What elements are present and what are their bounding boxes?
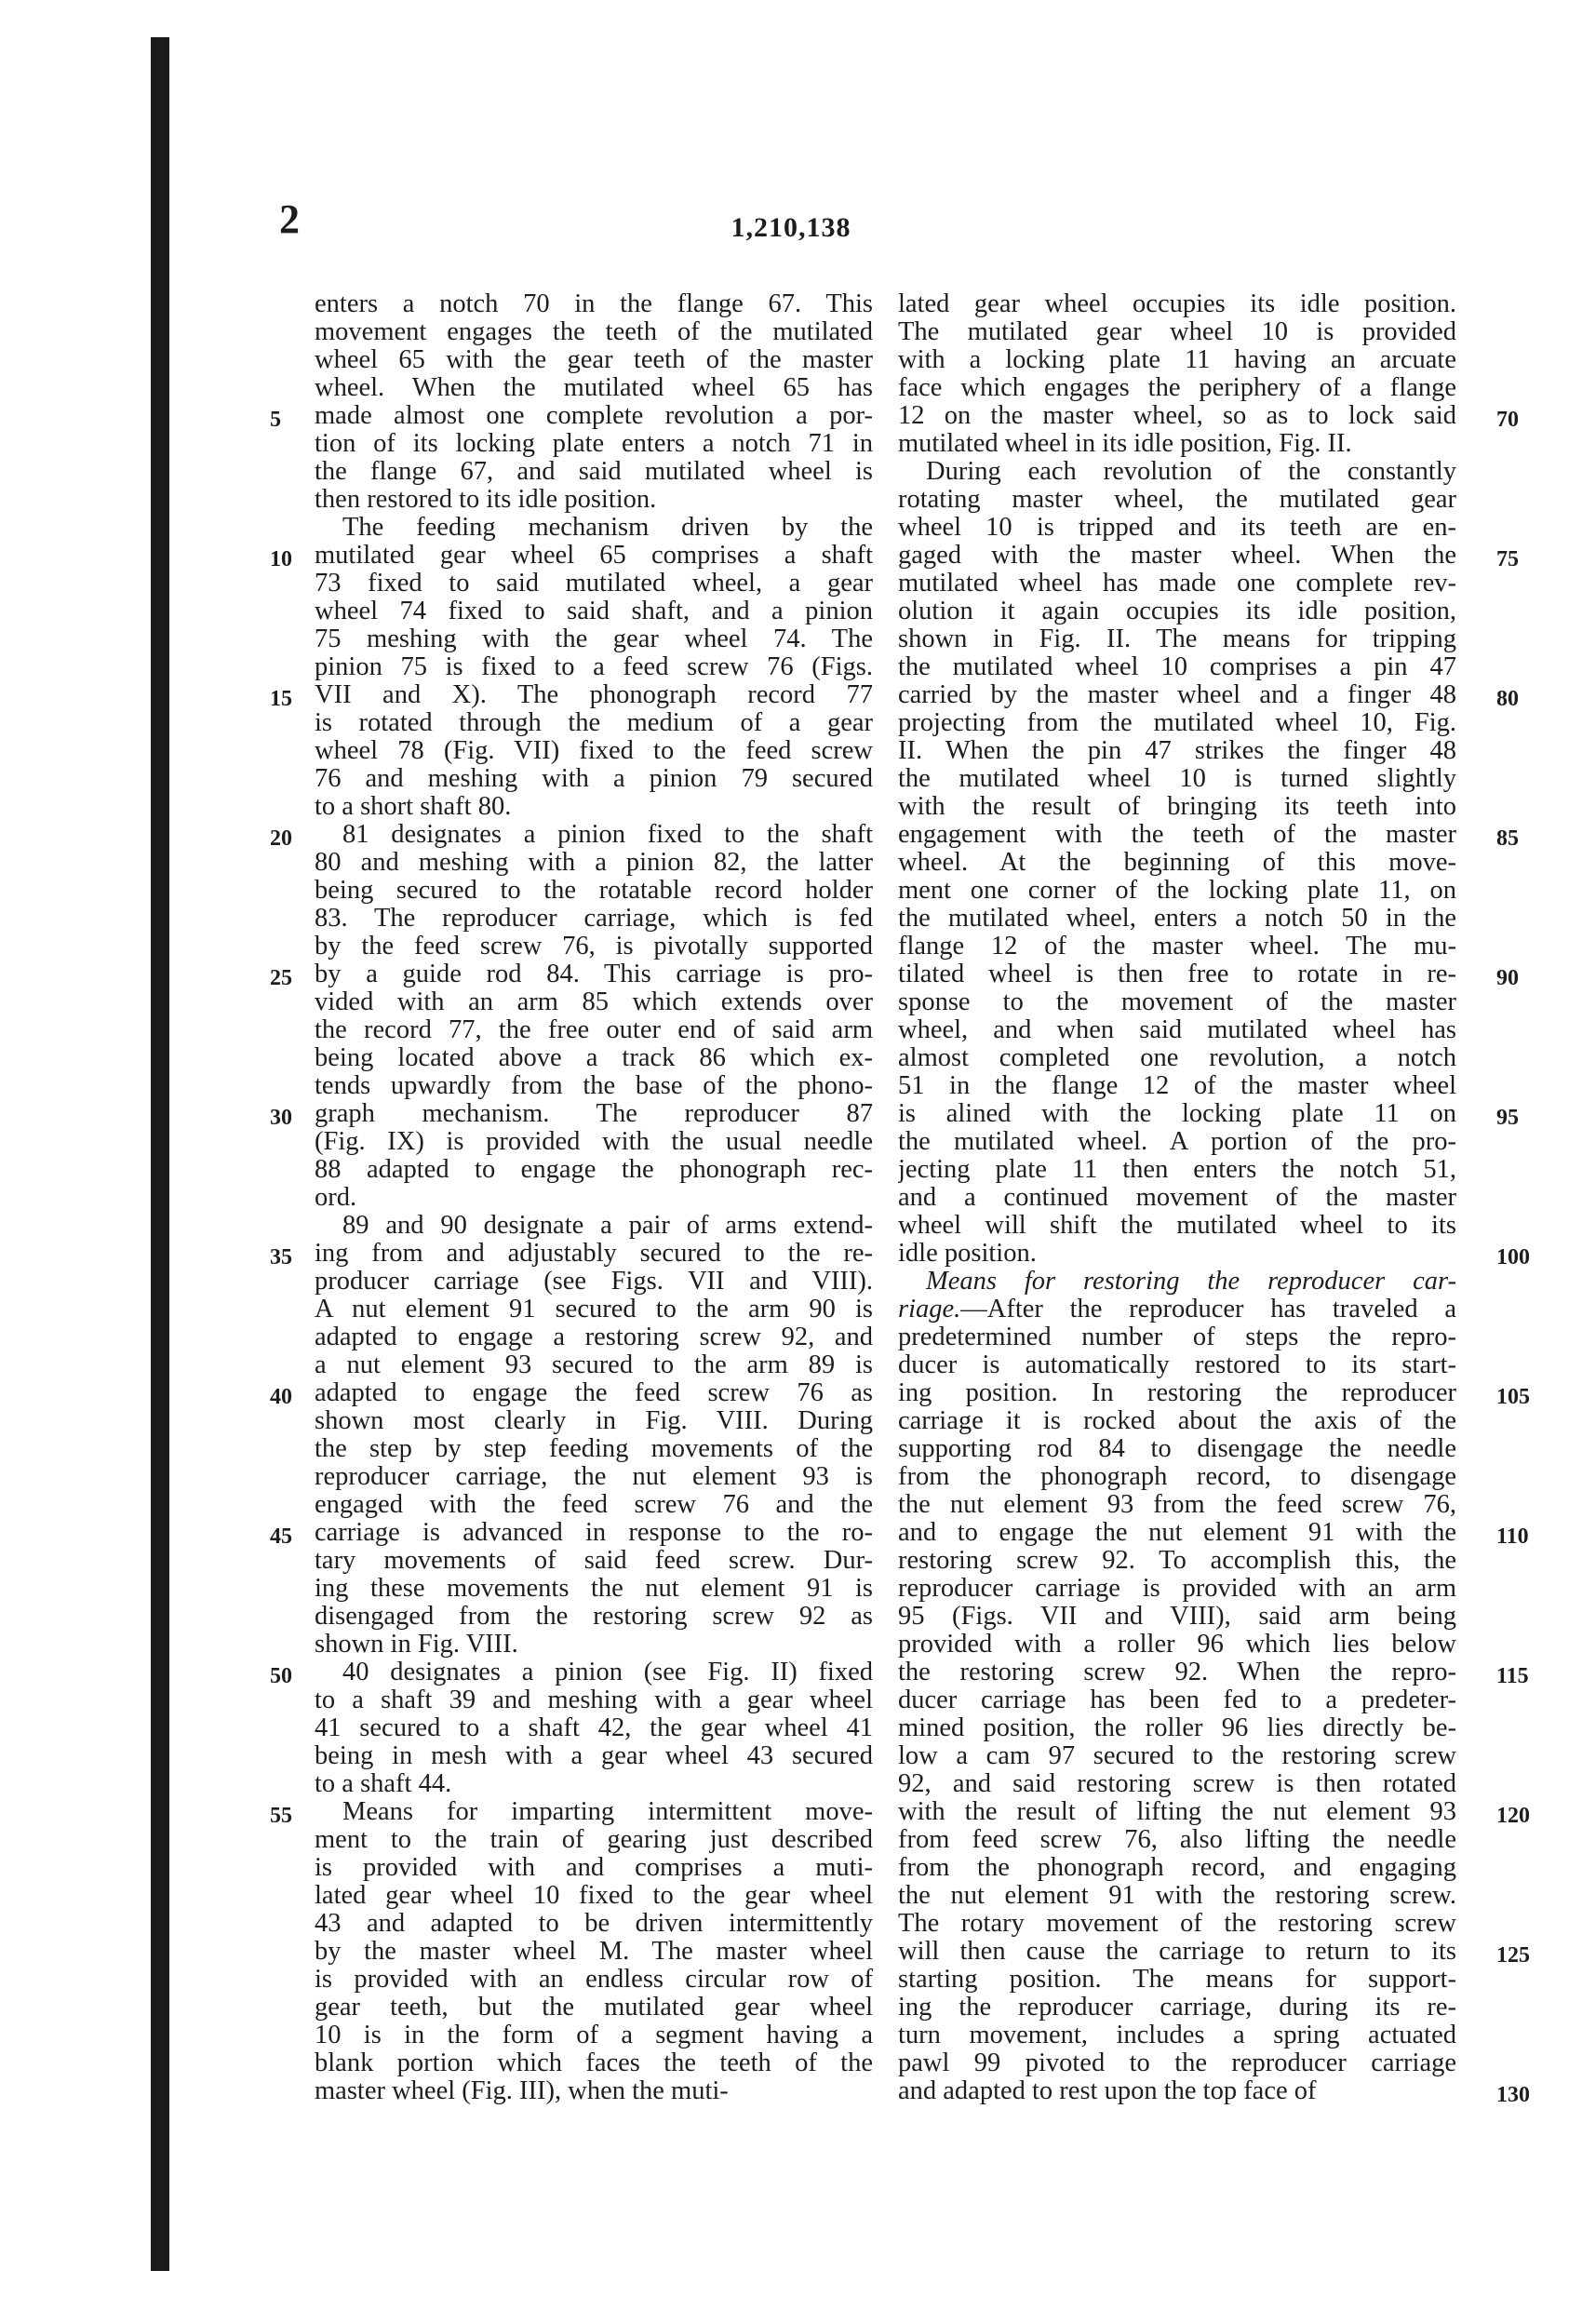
text-line: flange 12 of the master wheel. The mu- [898,933,1456,960]
text-line: The rotary movement of the restoring screw [898,1910,1456,1938]
text-line: 10 is in the form of a segment having a [315,2022,873,2049]
text-line: a nut element 93 secured to the arm 89 is [315,1351,873,1379]
text-line: supporting rod 84 to disengage the needle [898,1435,1456,1463]
text-line: ing from and adjustably secured to the re- [315,1240,873,1268]
text-line: by a guide rod 84. This carriage is pro- [315,960,873,988]
text-line: wheel, and when said mutilated wheel has [898,1016,1456,1044]
text-line: The feeding mechanism driven by the [342,514,873,542]
text-line: 95 (Figs. VII and VIII), said arm being [898,1603,1456,1631]
text-line: shown in Fig. VIII. [315,1631,518,1659]
text-line: wheel. At the beginning of this move- [898,849,1456,877]
margin-line-number: 110 [1496,1525,1529,1549]
text-line: 73 fixed to said mutilated wheel, a gear [315,570,873,598]
text-line: being located above a track 86 which ex- [315,1044,873,1072]
text-line: 81 designates a pinion fixed to the shaft [342,821,873,849]
italic-heading: riage. [898,1296,961,1323]
margin-line-number: 55 [270,1804,292,1828]
text-line: with the result of lifting the nut element 93 [898,1798,1456,1826]
text-line: the mutilated wheel, enters a notch 50 in the [898,905,1456,933]
text-line: the mutilated wheel. A portion of the pro- [898,1128,1456,1156]
text-line: reproducer carriage, the nut element 93 is [315,1463,873,1491]
text-line: provided with a roller 96 which lies below [898,1631,1456,1659]
text-line: shown in Fig. II. The means for tripping [898,625,1456,653]
text-line: 43 and adapted to be driven intermittently [315,1910,873,1938]
text-line: wheel 65 with the gear teeth of the master [315,346,873,374]
margin-line-number: 15 [270,687,292,711]
text-line: producer carriage (see Figs. VII and VIII). [315,1268,873,1296]
margin-line-number: 95 [1496,1106,1519,1130]
text-line: shown most clearly in Fig. VIII. During [315,1407,873,1435]
text-line: reproducer carriage is provided with an arm [898,1575,1456,1603]
text-line: with the result of bringing its teeth into [898,793,1456,821]
text-line: ducer carriage has been fed to a predeter- [898,1686,1456,1714]
text-line: to a short shaft 80. [315,793,512,821]
text-line: rotating master wheel, the mutilated gear [898,486,1456,514]
italic-heading: Means for restoring the reproducer car- [926,1268,1456,1296]
text-line: made almost one complete revolution a por- [315,402,873,430]
text-line: the mutilated wheel 10 is turned slightly [898,765,1456,793]
margin-line-number: 115 [1496,1664,1529,1688]
margin-line-number: 100 [1496,1245,1530,1269]
text-line: adapted to engage the feed screw 76 as [315,1379,873,1407]
text-line: mutilated wheel in its idle position, Fig. II. [898,430,1352,458]
margin-line-number: 25 [270,966,292,990]
text-line: carriage it is rocked about the axis of the [898,1407,1456,1435]
text-line: ducer is automatically restored to its start- [898,1351,1456,1379]
text-line: wheel 10 is tripped and its teeth are en- [898,514,1456,542]
margin-line-number: 30 [270,1106,292,1130]
margin-line-number: 125 [1496,1943,1530,1968]
text-line: predetermined number of steps the repro- [898,1323,1456,1351]
text-line: lated gear wheel 10 fixed to the gear wheel [315,1882,873,1910]
margin-line-number: 80 [1496,687,1519,711]
text-line: wheel. When the mutilated wheel 65 has [315,374,873,402]
text-line: 83. The reproducer carriage, which is fed [315,905,873,933]
text-line: and to engage the nut element 91 with the [898,1519,1456,1547]
text-line: will then cause the carriage to return to its [898,1938,1456,1966]
text-line: gaged with the master wheel. When the [898,542,1456,570]
text-line: carried by the master wheel and a finger 48 [898,681,1456,709]
text-line: with a locking plate 11 having an arcuate [898,346,1456,374]
text-line: low a cam 97 secured to the restoring screw [898,1742,1456,1770]
text-line: is provided with an endless circular row of [315,1966,873,1994]
text-line: The mutilated gear wheel 10 is provided [898,318,1456,346]
text-line: the nut element 93 from the feed screw 76, [898,1491,1456,1519]
text-line: master wheel (Fig. III), when the muti- [315,2077,729,2105]
text-line: to a shaft 44. [315,1770,452,1798]
text-line: olution it again occupies its idle position, [898,598,1456,625]
text-line: projecting from the mutilated wheel 10, Fig. [898,709,1456,737]
text-line: being in mesh with a gear wheel 43 secured [315,1742,873,1770]
text-line: tilated wheel is then free to rotate in re- [898,960,1456,988]
text-line: the record 77, the free outer end of said arm [315,1016,873,1044]
text-line: riage.—After the reproducer has traveled a [898,1296,1456,1323]
text-line [898,1268,1456,1296]
text-line: (Fig. IX) is provided with the usual needle [315,1128,873,1156]
text-line: is rotated through the medium of a gear [315,709,873,737]
text-line: from the phonograph record, to disengage [898,1463,1456,1491]
margin-line-number: 5 [270,408,281,432]
text-line: mined position, the roller 96 lies directly be- [898,1714,1456,1742]
margin-line-number: 40 [270,1385,292,1409]
margin-line-number: 90 [1496,966,1519,990]
text-line: ing the reproducer carriage, during its re- [898,1994,1456,2022]
text-line: enters a notch 70 in the flange 67. This [315,290,873,318]
margin-line-number: 75 [1496,547,1519,571]
text-line: carriage is advanced in response to the ro- [315,1519,873,1547]
text-line: ing these movements the nut element 91 is [315,1575,873,1603]
text-line: pawl 99 pivoted to the reproducer carriage [898,2049,1456,2077]
text-line: starting position. The means for support- [898,1966,1456,1994]
text-line: A nut element 91 secured to the arm 90 is [315,1296,873,1323]
text-line: the nut element 91 with the restoring screw. [898,1882,1456,1910]
text-line: from feed screw 76, also lifting the needle [898,1826,1456,1854]
text-line: 12 on the master wheel, so as to lock said [898,402,1456,430]
text-line: ing position. In restoring the reproducer [898,1379,1456,1407]
text-line: gear teeth, but the mutilated gear wheel [315,1994,873,2022]
text-line: movement engages the teeth of the mutilated [315,318,873,346]
margin-line-number: 35 [270,1245,292,1269]
left-text-column [315,290,873,2105]
text-line: then restored to its idle position. [315,486,657,514]
text-line: During each revolution of the constantly [926,458,1456,486]
text-line: sponse to the movement of the master [898,988,1456,1016]
text-line: wheel will shift the mutilated wheel to its [898,1212,1456,1240]
text-line: blank portion which faces the teeth of the [315,2049,873,2077]
text-line: and a continued movement of the master [898,1184,1456,1212]
text-line: adapted to engage a restoring screw 92, and [315,1323,873,1351]
text-line: wheel 74 fixed to said shaft, and a pinion [315,598,873,625]
margin-line-number: 105 [1496,1385,1530,1409]
text-line: turn movement, includes a spring actuated [898,2022,1456,2049]
text-line: mutilated gear wheel 65 comprises a shaft [315,542,873,570]
text-line: 80 and meshing with a pinion 82, the latter [315,849,873,877]
text-line: vided with an arm 85 which extends over [315,988,873,1016]
margin-line-number: 45 [270,1525,292,1549]
text-line: the step by step feeding movements of the [315,1435,873,1463]
text-line: 92, and said restoring screw is then rotated [898,1770,1456,1798]
text-line: lated gear wheel occupies its idle position. [898,290,1456,318]
text-line: by the master wheel M. The master wheel [315,1938,873,1966]
text-line: ord. [315,1184,357,1212]
text-line: being secured to the rotatable record holder [315,877,873,905]
text-line: the restoring screw 92. When the repro- [898,1659,1456,1686]
margin-line-number: 20 [270,826,292,851]
margin-line-number: 70 [1496,408,1519,432]
margin-line-number: 50 [270,1664,292,1688]
text-line: the flange 67, and said mutilated wheel is [315,458,873,486]
text-line: disengaged from the restoring screw 92 as [315,1603,873,1631]
text-line: tary movements of said feed screw. Dur- [315,1547,873,1575]
text-line: from the phonograph record, and engaging [898,1854,1456,1882]
text-line: II. When the pin 47 strikes the finger 48 [898,737,1456,765]
text-line: engagement with the teeth of the master [898,821,1456,849]
text-line: 41 secured to a shaft 42, the gear wheel 41 [315,1714,873,1742]
text-line: jecting plate 11 then enters the notch 51, [898,1156,1456,1184]
text-line: Means for imparting intermittent move- [342,1798,873,1826]
text-line: 89 and 90 designate a pair of arms extend- [342,1212,873,1240]
text-line: mutilated wheel has made one complete rev- [898,570,1456,598]
text-line: 76 and meshing with a pinion 79 secured [315,765,873,793]
patent-number: 1,210,138 [731,212,851,243]
text-line: 88 adapted to engage the phonograph rec- [315,1156,873,1184]
text-line: graph mechanism. The reproducer 87 [315,1100,873,1128]
text-line: 75 meshing with the gear wheel 74. The [315,625,873,653]
text-line: pinion 75 is fixed to a feed screw 76 (Figs. [315,653,873,681]
text-line: tends upwardly from the base of the phono- [315,1072,873,1100]
scan-edge-bar [151,37,169,2271]
text-line: is provided with and comprises a muti- [315,1854,873,1882]
text-line: 51 in the flange 12 of the master wheel [898,1072,1456,1100]
margin-line-number: 10 [270,547,292,571]
text-line: wheel 78 (Fig. VII) fixed to the feed screw [315,737,873,765]
text-line: engaged with the feed screw 76 and the [315,1491,873,1519]
text-line: face which engages the periphery of a flange [898,374,1456,402]
text-line: the mutilated wheel 10 comprises a pin 47 [898,653,1456,681]
margin-line-number: 85 [1496,826,1519,851]
text-line: by the feed screw 76, is pivotally supported [315,933,873,960]
text-line: to a shaft 39 and meshing with a gear wheel [315,1686,873,1714]
margin-line-number: 120 [1496,1804,1530,1828]
margin-line-number: 130 [1496,2083,1530,2107]
page-number: 2 [279,196,298,242]
text-line: ment one corner of the locking plate 11, on [898,877,1456,905]
right-text-column [898,290,1456,2105]
text-line: and adapted to rest upon the top face of [898,2077,1317,2105]
text-line: VII and X). The phonograph record 77 [315,681,873,709]
text-line: ment to the train of gearing just described [315,1826,873,1854]
text-line: is alined with the locking plate 11 on [898,1100,1456,1128]
text-line: restoring screw 92. To accomplish this, the [898,1547,1456,1575]
text-line: tion of its locking plate enters a notch 71 in [315,430,873,458]
text-line: idle position. [898,1240,1037,1268]
text-line: 40 designates a pinion (see Fig. II) fixed [342,1659,873,1686]
text-line: almost completed one revolution, a notch [898,1044,1456,1072]
